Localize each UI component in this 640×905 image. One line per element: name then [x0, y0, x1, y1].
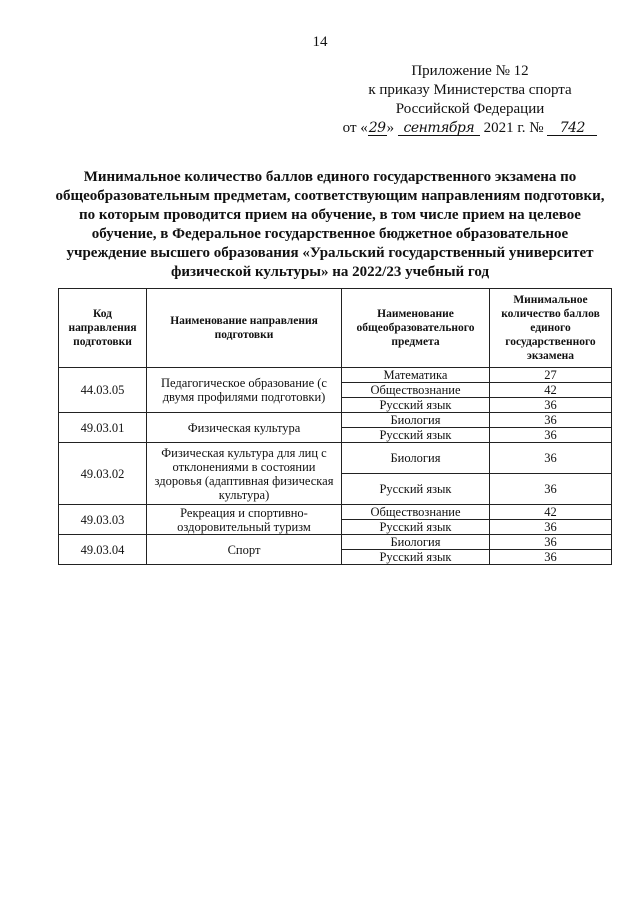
header-direction: Наименование направления подготовки	[147, 289, 342, 368]
subject-name: Русский язык	[342, 398, 490, 413]
direction-code: 49.03.02	[59, 443, 147, 505]
subject-name: Биология	[342, 443, 490, 474]
min-score: 36	[490, 428, 612, 443]
subject-name: Биология	[342, 535, 490, 550]
subject-name: Биология	[342, 413, 490, 428]
appendix-line-1: Приложение № 12	[411, 63, 529, 79]
subject-name: Русский язык	[342, 474, 490, 505]
min-score: 27	[490, 368, 612, 383]
appendix-line-3: Российской Федерации	[395, 101, 545, 117]
subject-name: Русский язык	[342, 428, 490, 443]
subject-name: Русский язык	[342, 550, 490, 565]
subject-name: Математика	[342, 368, 490, 383]
table-row	[59, 443, 612, 474]
table-row	[59, 413, 612, 428]
page-number: 14	[312, 34, 328, 50]
table-row	[59, 368, 612, 383]
handwritten-order-number: 742	[547, 121, 597, 136]
direction-name: Педагогическое образование (с двумя профилями подготовки)	[147, 368, 342, 413]
date-prefix: от «	[342, 120, 368, 136]
header-code: Код направления подготовки	[59, 289, 147, 368]
subject-name: Обществознание	[342, 383, 490, 398]
header-subject: Наименование общеобразовательного предмета	[342, 289, 490, 368]
direction-name: Физическая культура для лиц с отклонениями в состоянии здоровья (адаптивная физическая культура)	[147, 443, 342, 505]
min-score: 36	[490, 474, 612, 505]
appendix-line-2: к приказу Министерства спорта	[368, 82, 572, 98]
min-score: 36	[490, 398, 612, 413]
min-score: 36	[490, 550, 612, 565]
min-score: 42	[490, 505, 612, 520]
scores-table	[58, 288, 612, 565]
min-score: 36	[490, 520, 612, 535]
handwritten-day: 29	[368, 120, 386, 136]
min-score: 36	[490, 443, 612, 474]
date-mid: »	[386, 120, 395, 136]
date-year: 2021 г. №	[483, 120, 544, 136]
direction-name: Рекреация и спортивно-оздоровительный туризм	[147, 505, 342, 535]
subject-name: Русский язык	[342, 520, 490, 535]
subject-name: Обществознание	[342, 505, 490, 520]
direction-name: Спорт	[147, 535, 342, 565]
direction-code: 49.03.03	[59, 505, 147, 535]
direction-code: 44.03.05	[59, 368, 147, 413]
table-row	[59, 505, 612, 520]
handwritten-month: сентября	[398, 121, 480, 136]
table-row	[59, 535, 612, 550]
min-score: 36	[490, 413, 612, 428]
appendix-date-line	[320, 119, 620, 138]
document-title: Минимальное количество баллов единого государственного экзамена по общеобразовательным предметам, соответствующим направлениям подготовки, по которым проводится прием на обучение, в том числе прием на целевое обучение, в Федеральное государственное бюджетное образовательное учреждение высшего образования «Уральский государственный университет физической культуры» на 2022/23 учебный год	[55, 169, 605, 280]
direction-code: 49.03.04	[59, 535, 147, 565]
direction-code: 49.03.01	[59, 413, 147, 443]
header-min-score: Минимальное количество баллов единого государственного экзамена	[490, 289, 612, 368]
appendix-header	[320, 62, 620, 138]
min-score: 36	[490, 535, 612, 550]
direction-name: Физическая культура	[147, 413, 342, 443]
min-score: 42	[490, 383, 612, 398]
table-header-row	[59, 289, 612, 368]
